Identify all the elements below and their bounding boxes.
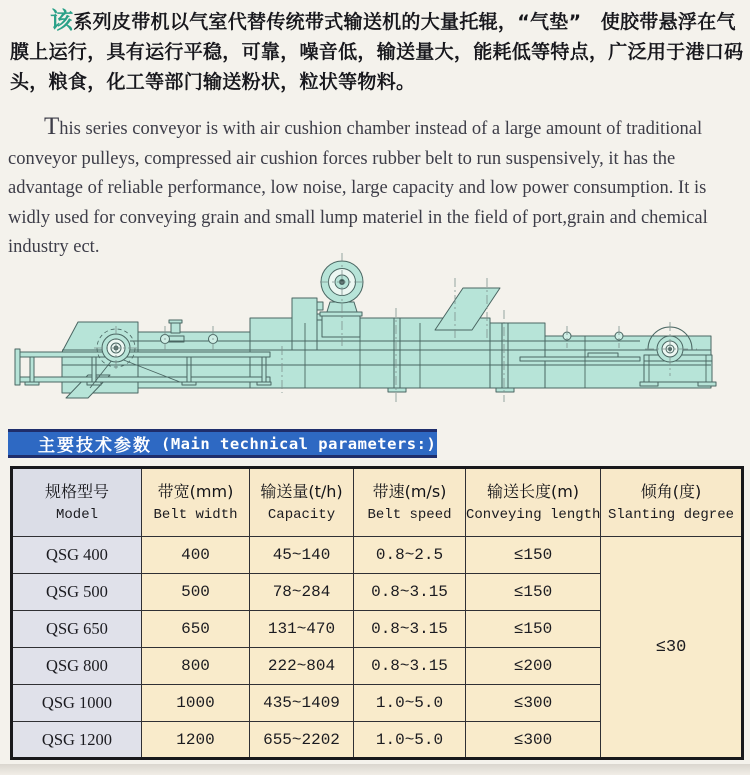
cell-model: QSG 800 xyxy=(12,648,142,685)
cell-belt-width: 650 xyxy=(142,611,250,648)
cell-conveying-length: ≤300 xyxy=(466,685,601,722)
cell-belt-width: 500 xyxy=(142,574,250,611)
col-header-capacity xyxy=(250,468,354,537)
col-header-slanting-degree xyxy=(601,468,743,537)
cell-conveying-length: ≤150 xyxy=(466,574,601,611)
col-header-model xyxy=(12,468,142,537)
cell-belt-speed: 0.8~3.15 xyxy=(354,611,466,648)
cell-belt-speed: 1.0~5.0 xyxy=(354,685,466,722)
cell-belt-speed: 1.0~5.0 xyxy=(354,722,466,759)
col-header-conveying-length-en: Conveying length xyxy=(466,507,601,523)
cell-model: QSG 1200 xyxy=(12,722,142,759)
chinese-intro-text: 系列皮带机以气室代替传统带式输送机的大量托辊，“气垫” 使胶带悬浮在气膜上运行，具有运行平稳，可靠，噪音低，输送量大，能耗低等特点，广泛用于港口码头，粮食，化工等部门输送粉状，粒状等物料。 xyxy=(10,11,744,93)
col-header-belt-speed xyxy=(354,468,466,537)
cell-belt-speed: 0.8~2.5 xyxy=(354,537,466,574)
table-row xyxy=(12,537,743,574)
col-header-model-cn: 规格型号 xyxy=(44,482,109,501)
section-title-en: (Main technical parameters:) xyxy=(161,434,437,453)
col-header-belt-speed-en: Belt speed xyxy=(367,507,452,523)
col-header-belt-speed-cn: 带速(m/s) xyxy=(372,482,447,501)
chinese-intro-paragraph xyxy=(10,6,744,97)
cell-belt-width: 1200 xyxy=(142,722,250,759)
cell-model: QSG 650 xyxy=(12,611,142,648)
cell-capacity: 131~470 xyxy=(250,611,354,648)
col-header-conveying-length xyxy=(466,468,601,537)
table-header-row xyxy=(12,468,743,537)
col-header-slanting-degree-cn: 倾角(度) xyxy=(640,482,702,501)
english-intro-text: his series conveyor is with air cushion chamber instead of a large amount of traditional conveyor pulleys, compressed air cushion forces rubber belt to run suspensively, it has the advantage of reliable performance, low noise, large capacity and low power consumption. It is widly used for conveying grain and small lump materiel in the field of port,grain and chemical industry ect. xyxy=(8,119,708,257)
cell-model: QSG 400 xyxy=(12,537,142,574)
english-intro-initial: T xyxy=(44,113,60,140)
col-header-capacity-cn: 输送量(t/h) xyxy=(260,482,343,501)
col-header-slanting-degree-en: Slanting degree xyxy=(607,507,735,523)
col-header-model-en: Model xyxy=(55,507,98,523)
cell-capacity: 45~140 xyxy=(250,537,354,574)
col-header-belt-width-en: Belt width xyxy=(153,507,238,523)
col-header-capacity-en: Capacity xyxy=(267,507,336,523)
cell-capacity: 78~284 xyxy=(250,574,354,611)
cell-capacity: 435~1409 xyxy=(250,685,354,722)
cell-capacity: 655~2202 xyxy=(250,722,354,759)
cell-belt-speed: 0.8~3.15 xyxy=(354,648,466,685)
cell-conveying-length: ≤150 xyxy=(466,611,601,648)
cell-belt-width: 400 xyxy=(142,537,250,574)
page-bottom-shadow xyxy=(0,764,750,775)
cell-model: QSG 1000 xyxy=(12,685,142,722)
cell-belt-speed: 0.8~3.15 xyxy=(354,574,466,611)
intro-first-char: 该 xyxy=(50,8,74,34)
cell-belt-width: 800 xyxy=(142,648,250,685)
col-header-belt-width-cn: 带宽(mm) xyxy=(157,482,234,501)
parameters-table xyxy=(10,466,744,760)
cell-conveying-length: ≤150 xyxy=(466,537,601,574)
cell-slanting-degree-merged: ≤30 xyxy=(601,537,743,759)
section-header-bar xyxy=(8,429,437,458)
col-header-belt-width xyxy=(142,468,250,537)
cell-belt-width: 1000 xyxy=(142,685,250,722)
section-title-cn: 主要技术参数 xyxy=(38,436,152,456)
cell-capacity: 222~804 xyxy=(250,648,354,685)
conveyor-side-view-svg xyxy=(0,238,750,438)
col-header-conveying-length-cn: 输送长度(m) xyxy=(486,482,580,501)
cell-conveying-length: ≤200 xyxy=(466,648,601,685)
cell-model: QSG 500 xyxy=(12,574,142,611)
cell-conveying-length: ≤300 xyxy=(466,722,601,759)
conveyor-diagram xyxy=(0,238,750,438)
